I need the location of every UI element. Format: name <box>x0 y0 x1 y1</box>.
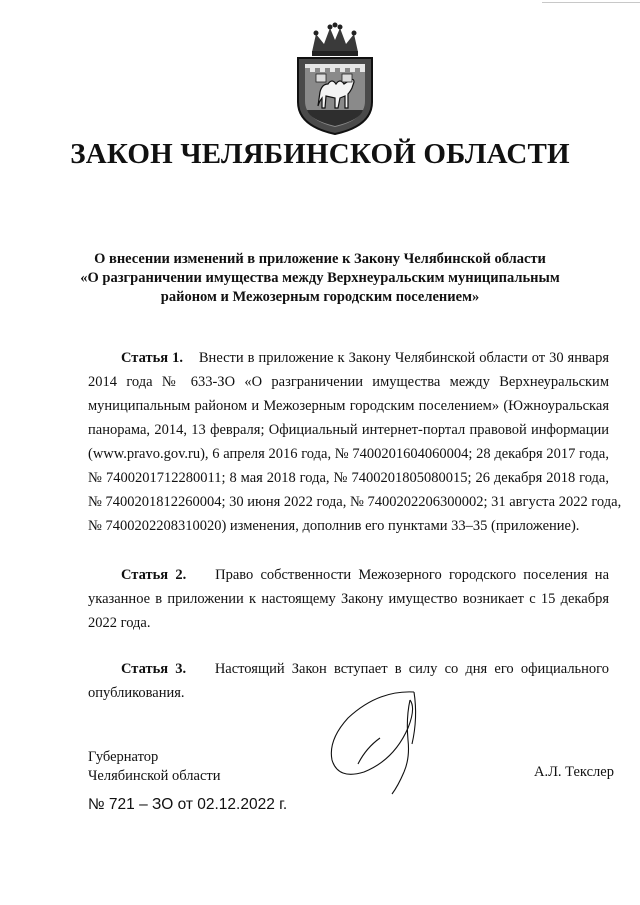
article-line: (www.pravo.gov.ru), 6 апреля 2016 года, № 7400201604060004; 28 декабря 2017 года, <box>88 446 609 462</box>
signatory-name: А.Л. Текслер <box>534 764 614 780</box>
article-text: Внести в приложение к Закону Челябинской области от 30 января <box>198 350 609 366</box>
position-line: Губернатор <box>88 749 159 765</box>
article-line: 2022 года. <box>88 615 151 631</box>
article-2 <box>88 563 609 635</box>
subtitle-line: О внесении изменений в приложение к Закону Челябинской области <box>94 251 546 267</box>
article-line: 2014 года № 633-ЗО «О разграничении имущества между Верхнеуральским <box>88 374 609 390</box>
chelyabinsk-coat-of-arms-icon <box>292 22 378 136</box>
document-subtitle <box>60 250 580 307</box>
subtitle-line: районом и Межозерным городским поселением» <box>160 289 480 305</box>
article-label: Статья 1. <box>121 350 183 366</box>
article-line <box>88 657 609 681</box>
signatory-position <box>88 748 221 786</box>
article-label: Статья 2. <box>121 567 187 583</box>
article-line: № 7400202208310020) изменения, дополнив его пунктами 33–35 (приложение). <box>88 518 580 534</box>
article-line: муниципальным районом и Межозерным городским поселением» (Южноуральская <box>88 398 609 414</box>
article-line: № 7400201812260004; 30 июня 2022 года, № 7400202206300002; 31 августа 2022 года, <box>88 494 622 510</box>
article-line <box>88 563 609 587</box>
article-line: указанное в приложении к настоящему Закону имущество возникает с 15 декабря <box>88 591 609 607</box>
article-label: Статья 3. <box>121 661 187 677</box>
document-number: № 721 – ЗО от 02.12.2022 г. <box>88 796 288 813</box>
article-line: опубликования. <box>88 685 185 701</box>
article-line: панорама, 2014, 13 февраля; Официальный интернет-портал правовой информации <box>88 422 609 438</box>
article-line: № 7400201712280011; 8 мая 2018 года, № 7400201805080015; 26 декабря 2018 года, <box>88 470 609 486</box>
document-title: ЗАКОН ЧЕЛЯБИНСКОЙ ОБЛАСТИ <box>70 138 570 170</box>
article-1 <box>88 346 622 538</box>
article-text: Право собственности Межозерного городского поселения на <box>215 567 609 583</box>
article-text: Настоящий Закон вступает в силу со дня его официального <box>214 661 610 677</box>
article-line <box>88 346 609 370</box>
handwritten-signature-icon <box>318 688 438 798</box>
scan-artifact-line <box>542 2 640 3</box>
position-line: Челябинской области <box>88 768 221 784</box>
subtitle-line: «О разграничении имущества между Верхнеуральским муниципальным <box>80 270 560 286</box>
